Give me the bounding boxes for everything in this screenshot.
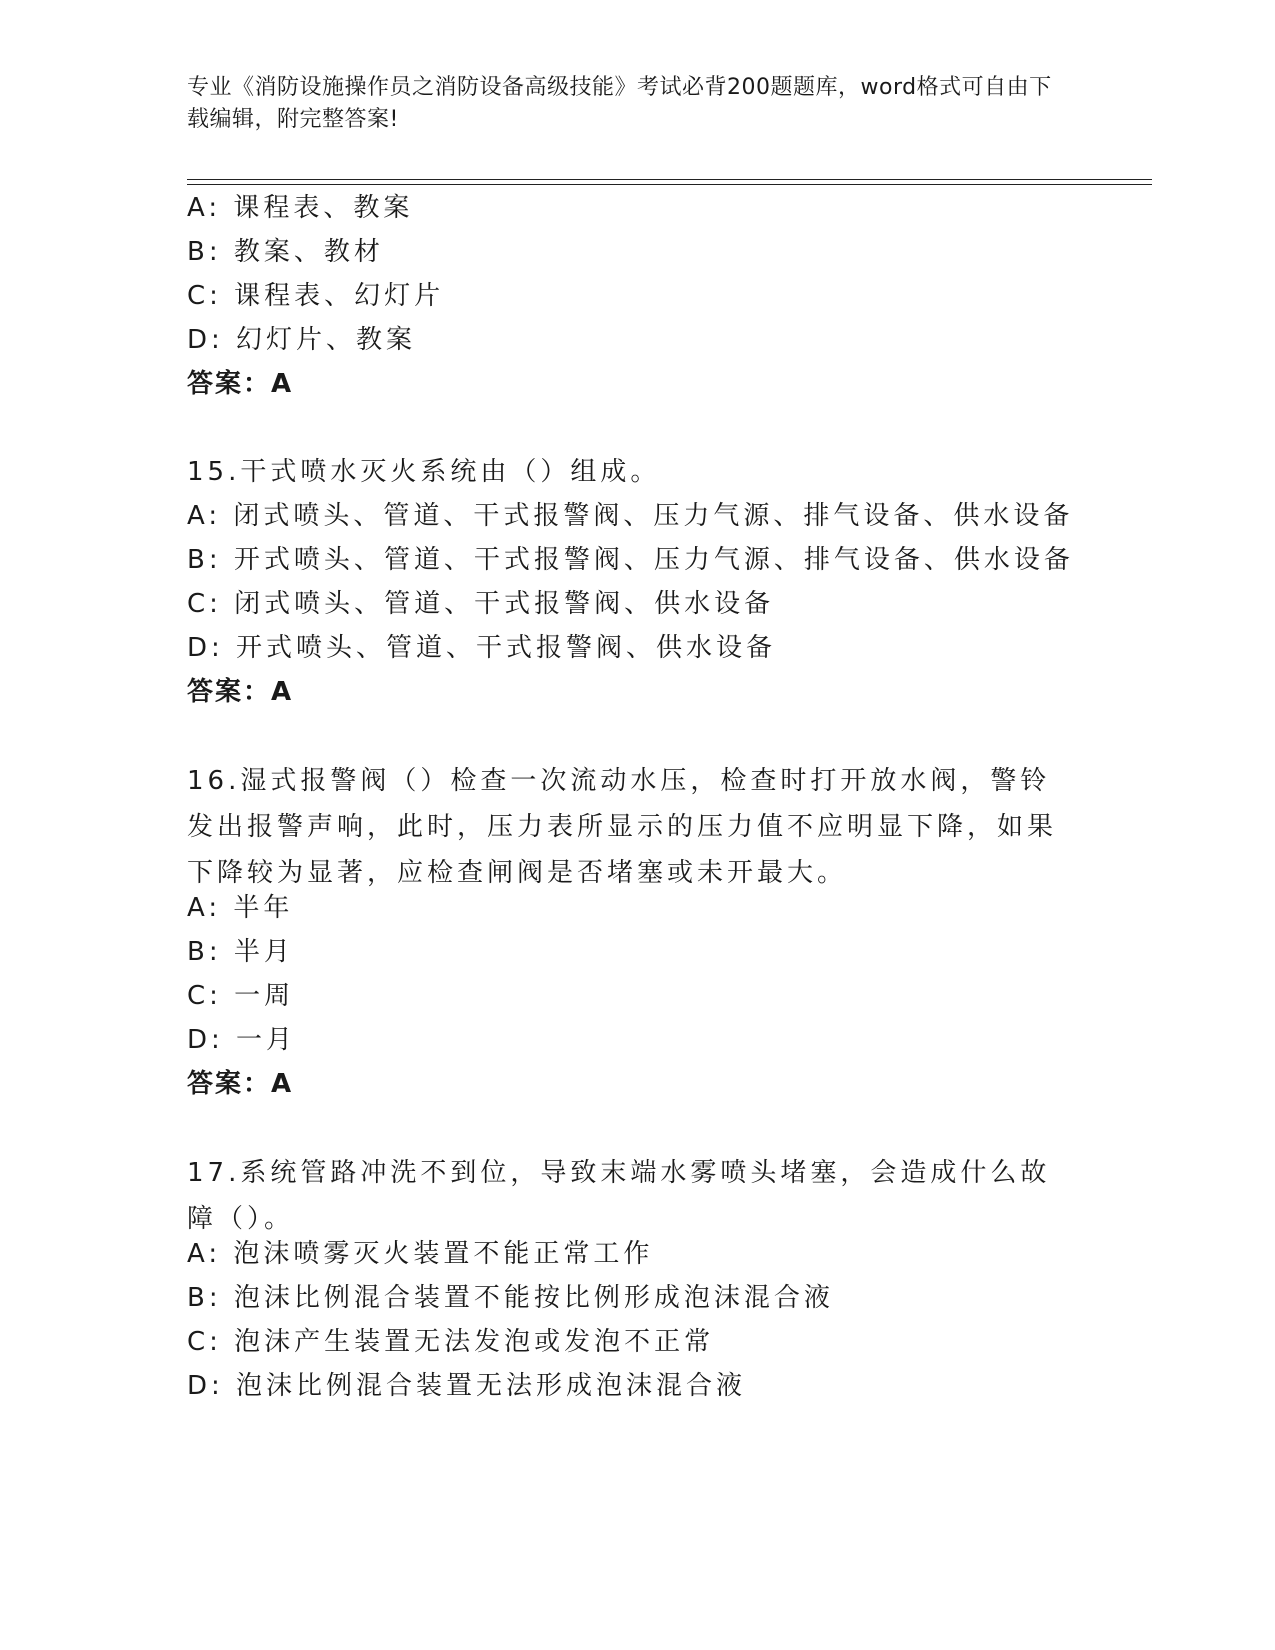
header-divider-top	[187, 179, 1152, 180]
q15-option-d: D: 开式喷头、管道、干式报警阀、供水设备	[187, 633, 777, 663]
q16-stem: 16.湿式报警阀（）检查一次流动水压，检查时打开放水阀，警铃发出报警声响，此时，压力表所显示的压力值不应明显下降，如果下降较为显著，应检查闸阀是否堵塞或未开最大。	[187, 766, 1058, 888]
q17-option-d: D: 泡沫比例混合装置无法形成泡沫混合液	[187, 1371, 747, 1401]
q17-stem: 17.系统管路冲洗不到位，导致末端水雾喷头堵塞，会造成什么故障（）。	[187, 1158, 1051, 1234]
q14-option-d: D: 幻灯片、教案	[187, 325, 417, 355]
q16-answer: 答案：A	[187, 1069, 294, 1099]
q17-option-b: B: 泡沫比例混合装置不能按比例形成泡沫混合液	[187, 1283, 834, 1313]
q15-option-a: A: 闭式喷头、管道、干式报警阀、压力气源、排气设备、供水设备	[187, 501, 1074, 531]
q14-answer: 答案：A	[187, 369, 294, 399]
q15-answer: 答案：A	[187, 677, 294, 707]
q17-option-c: C: 泡沫产生装置无法发泡或发泡不正常	[187, 1327, 715, 1357]
q16-option-b: B: 半月	[187, 937, 294, 967]
q16-option-d: D: 一月	[187, 1025, 297, 1055]
q14-option-b: B: 教案、教材	[187, 237, 384, 267]
q15-option-b: B: 开式喷头、管道、干式报警阀、压力气源、排气设备、供水设备	[187, 545, 1074, 575]
header-divider-bottom	[187, 184, 1152, 185]
q15-option-c: C: 闭式喷头、管道、干式报警阀、供水设备	[187, 589, 775, 619]
q15-stem: 15.干式喷水灭火系统由（）组成。	[187, 457, 661, 487]
q16-option-a: A: 半年	[187, 893, 294, 923]
q14-option-c: C: 课程表、幻灯片	[187, 281, 445, 311]
q14-option-a: A: 课程表、教案	[187, 193, 414, 223]
document-header: 专业《消防设施操作员之消防设备高级技能》考试必背200题题库，word格式可自由下载编辑，附完整答案!	[187, 75, 1052, 132]
q16-option-c: C: 一周	[187, 981, 295, 1011]
q17-option-a: A: 泡沫喷雾灭火装置不能正常工作	[187, 1239, 654, 1269]
